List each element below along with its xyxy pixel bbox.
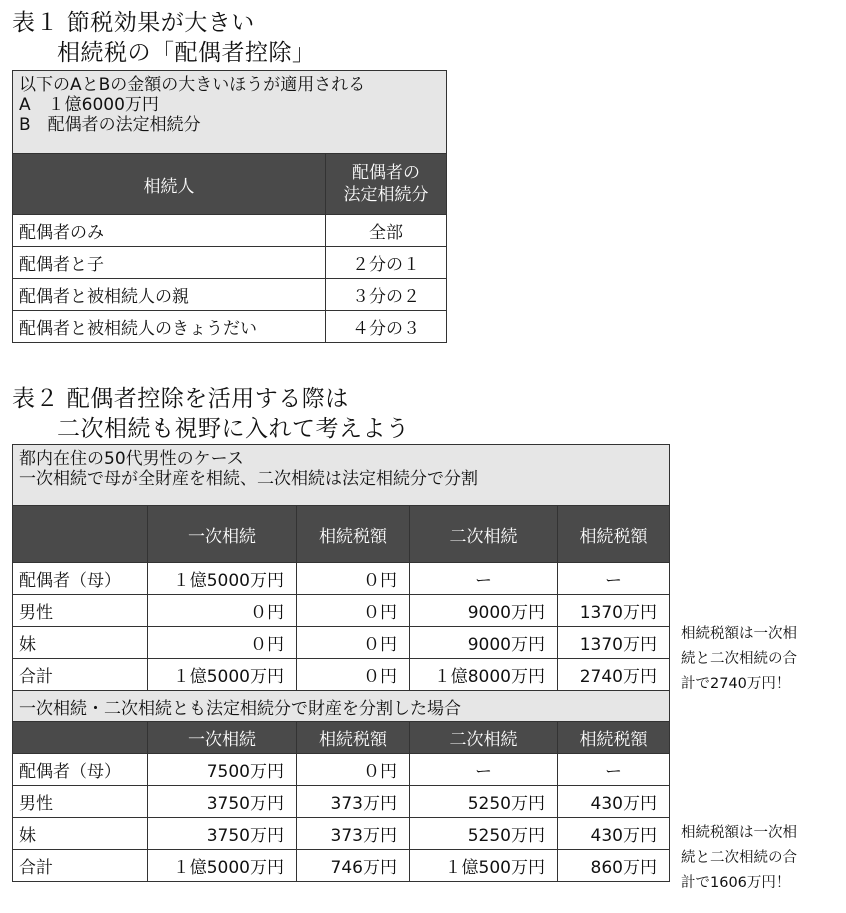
- table2-header: 一次相続: [148, 722, 297, 754]
- side-note-2: [681, 821, 841, 896]
- table2-cell: １億5000万円: [148, 850, 297, 882]
- table2-cell: 430万円: [558, 818, 670, 850]
- table2-cell: １億5000万円: [148, 563, 297, 595]
- table2-cell: ー: [410, 563, 558, 595]
- table2-cell: ー: [558, 754, 670, 786]
- table2-cell: 7500万円: [148, 754, 297, 786]
- side-note-line: 相続税額は一次相: [681, 825, 797, 841]
- side-note-line: 計で2740万円！: [681, 676, 791, 692]
- table2-cell: 9000万円: [410, 595, 558, 627]
- table2-cell: 配偶者（母）: [13, 563, 148, 595]
- side-note-line: 計で1606万円！: [681, 875, 791, 891]
- table2-cell: 430万円: [558, 786, 670, 818]
- table1-cell: 全部: [326, 215, 447, 247]
- table2-cell: １億8000万円: [410, 659, 558, 691]
- side-note-line: 続と二次相続の合: [681, 651, 797, 667]
- table-row: [13, 563, 670, 595]
- table2-header: 二次相続: [410, 722, 558, 754]
- table-row: [13, 215, 447, 247]
- table1-header-share: 配偶者の 法定相続分: [326, 154, 447, 215]
- table1-cell: 配偶者のみ: [13, 215, 326, 247]
- table2-cell: ０円: [297, 563, 410, 595]
- table1-cell: ４分の３: [326, 311, 447, 343]
- table2-subtitle: 一次相続・二次相続とも法定相続分で財産を分割した場合: [13, 691, 670, 722]
- table2-header: 一次相続: [148, 506, 297, 563]
- table1-cell: ２分の１: [326, 247, 447, 279]
- table2-cell: 妹: [13, 627, 148, 659]
- table2-note-line: 都内在住の50代男性のケース: [19, 449, 244, 469]
- table2-cell: 860万円: [558, 850, 670, 882]
- table2-cell: １億5000万円: [148, 659, 297, 691]
- table2-header-blank: [13, 506, 148, 563]
- table1: [12, 70, 447, 343]
- table1-cell: 配偶者と被相続人のきょうだい: [13, 311, 326, 343]
- table2-cell: 合計: [13, 659, 148, 691]
- table2-cell: 1370万円: [558, 627, 670, 659]
- table2-cell: 2740万円: [558, 659, 670, 691]
- table1-title: [12, 8, 316, 68]
- table2-cell: 5250万円: [410, 818, 558, 850]
- table1-note: [13, 71, 447, 154]
- table2-cell: 3750万円: [148, 786, 297, 818]
- table1-cell: 配偶者と子: [13, 247, 326, 279]
- table2-cell: 3750万円: [148, 818, 297, 850]
- table2-cell: 9000万円: [410, 627, 558, 659]
- table2-cell: 妹: [13, 818, 148, 850]
- side-note-1: [681, 622, 841, 697]
- table2-header: 相続税額: [558, 506, 670, 563]
- table2-title-line1: 表２ 配偶者控除を活用する際は: [12, 386, 349, 412]
- side-note-line: 続と二次相続の合: [681, 850, 797, 866]
- table2-cell: 配偶者（母）: [13, 754, 148, 786]
- table1-note-line: A １億6000万円: [19, 95, 159, 115]
- table-row: [13, 659, 670, 691]
- table2-cell: ０円: [148, 627, 297, 659]
- table2-note-line: 一次相続で母が全財産を相続、二次相続は法定相続分で分割: [19, 469, 478, 489]
- table2-cell: 5250万円: [410, 786, 558, 818]
- table2-note: [13, 445, 670, 506]
- table-row: [13, 786, 670, 818]
- table2-cell: 男性: [13, 786, 148, 818]
- table-row: [13, 818, 670, 850]
- table2-cell: 男性: [13, 595, 148, 627]
- table2-cell: ー: [410, 754, 558, 786]
- table2-cell: 373万円: [297, 786, 410, 818]
- table-row: [13, 754, 670, 786]
- table2-cell: １億500万円: [410, 850, 558, 882]
- table1-cell: 配偶者と被相続人の親: [13, 279, 326, 311]
- table1-header-heir: 相続人: [13, 154, 326, 215]
- table2-header-blank: [13, 722, 148, 754]
- table2-cell: ０円: [297, 754, 410, 786]
- table2-cell: ０円: [297, 595, 410, 627]
- table2-cell: 746万円: [297, 850, 410, 882]
- table1-title-line2: 相続税の「配偶者控除」: [57, 40, 316, 66]
- table2-cell: 373万円: [297, 818, 410, 850]
- table1-note-line: B 配偶者の法定相続分: [19, 115, 201, 135]
- table2-header: 相続税額: [297, 722, 410, 754]
- table-row: [13, 595, 670, 627]
- table2-title-line2: 二次相続も視野に入れて考えよう: [57, 416, 410, 442]
- table-row: [13, 247, 447, 279]
- table2-cell: ０円: [297, 659, 410, 691]
- table2-title: [12, 384, 410, 444]
- table2-cell: 1370万円: [558, 595, 670, 627]
- table1-note-line: 以下のAとBの金額の大きいほうが適用される: [19, 75, 366, 95]
- side-note-line: 相続税額は一次相: [681, 626, 797, 642]
- table2-cell: ０円: [297, 627, 410, 659]
- table2: [12, 444, 670, 882]
- table-row: [13, 279, 447, 311]
- table1-cell: ３分の２: [326, 279, 447, 311]
- table2-header: 相続税額: [297, 506, 410, 563]
- table2-header: 相続税額: [558, 722, 670, 754]
- table-row: [13, 311, 447, 343]
- table-row: [13, 627, 670, 659]
- table1-title-line1: 表１ 節税効果が大きい: [12, 10, 255, 36]
- table2-cell: ０円: [148, 595, 297, 627]
- table2-cell: ー: [558, 563, 670, 595]
- table2-header: 二次相続: [410, 506, 558, 563]
- table2-cell: 合計: [13, 850, 148, 882]
- table-row: [13, 850, 670, 882]
